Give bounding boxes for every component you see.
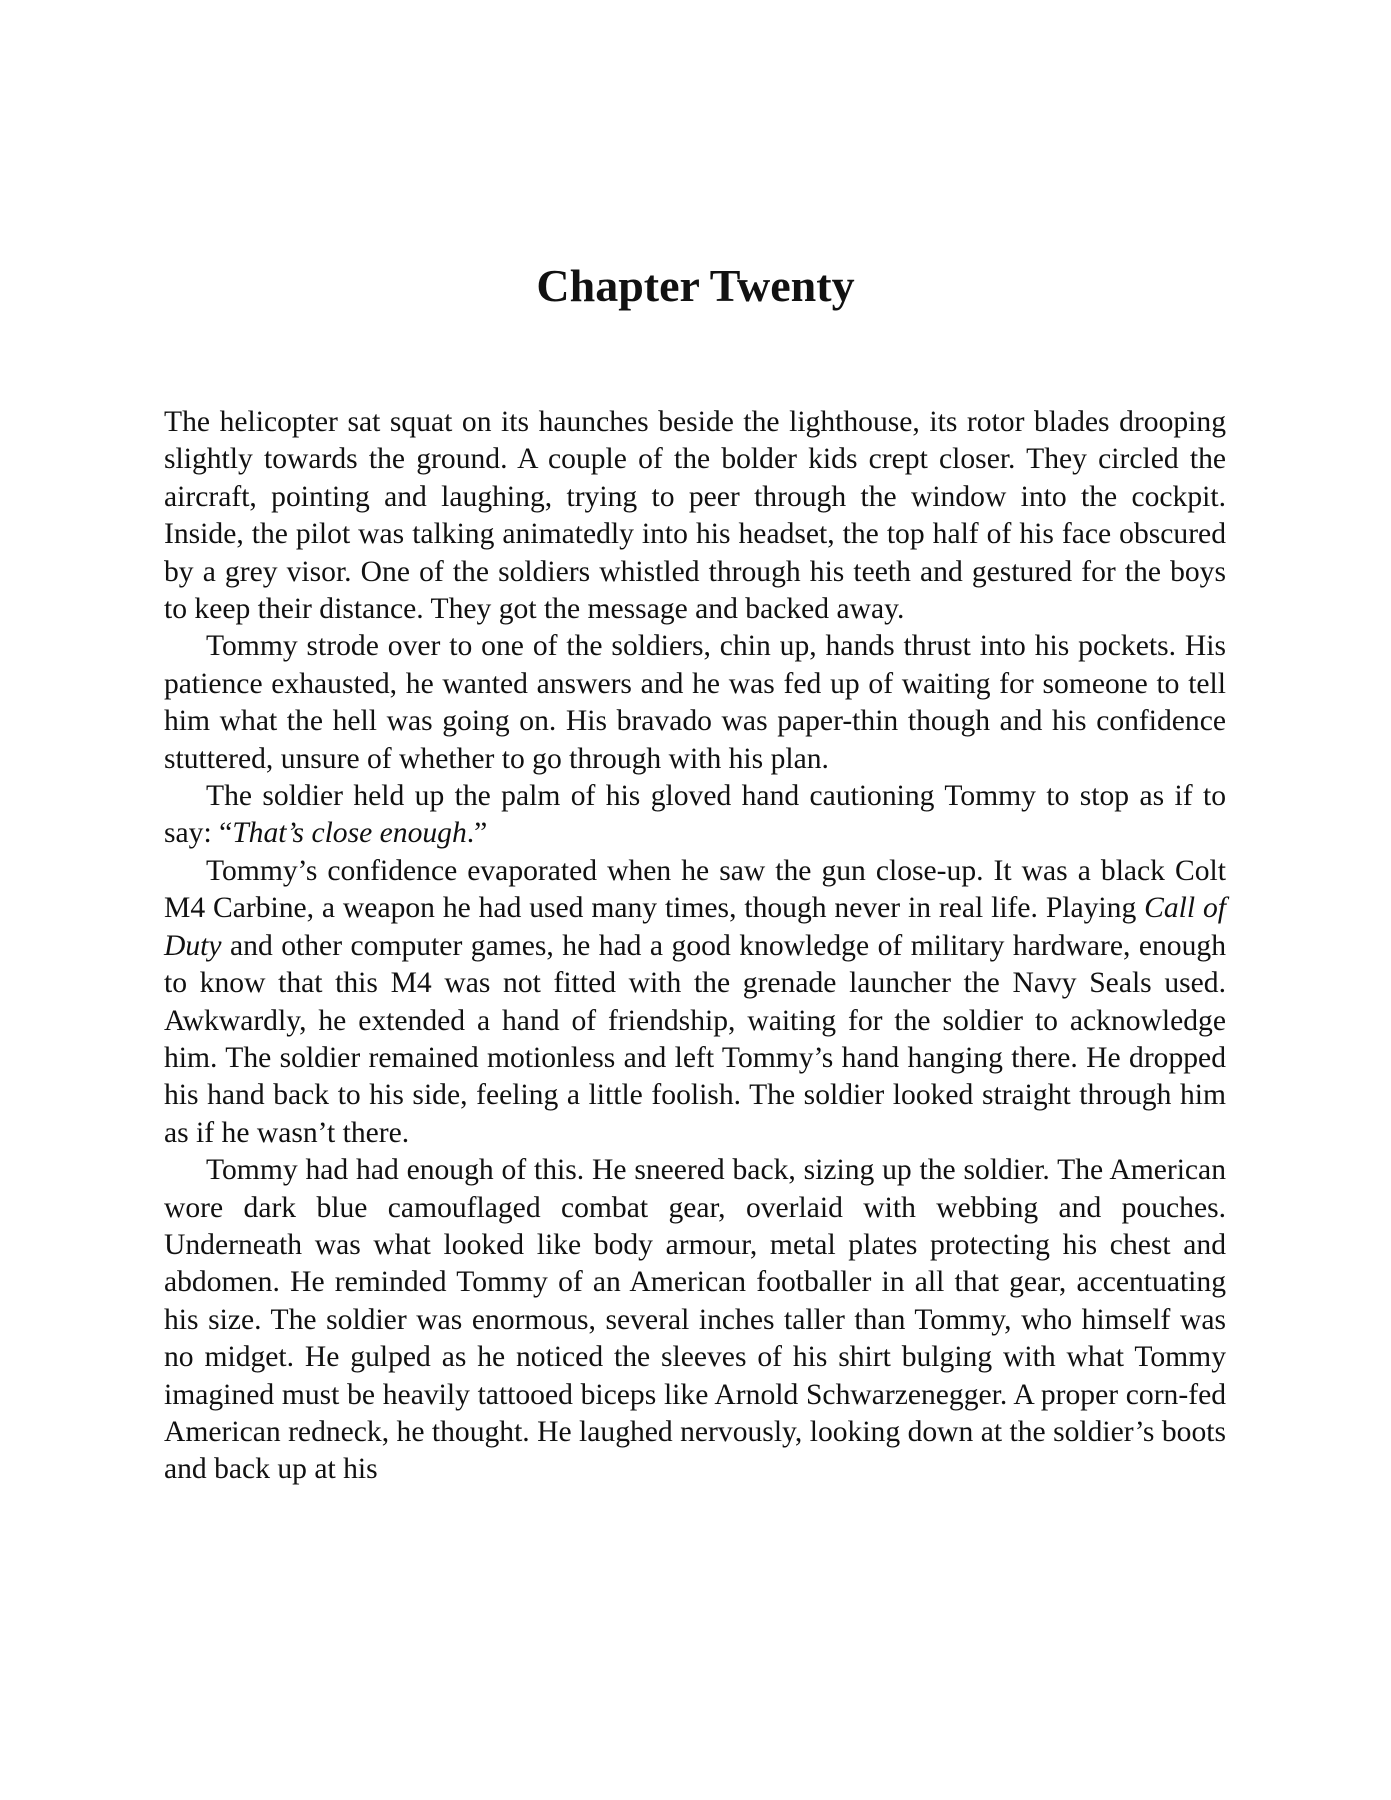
paragraph-4 [164, 853, 1226, 1152]
paragraph-4-text-before: Tommy’s confidence evaporated when he saw the gun close-up. It was a black Colt M4 Carbine, a weapon he had used many times, though never in real life. Playing [164, 854, 1226, 925]
paragraph-3-text-after: .” [466, 817, 488, 850]
paragraph-3 [164, 778, 1226, 853]
paragraph-3-text-before: The soldier held up the palm of his gloved hand cautioning Tommy to stop as if to say: “ [164, 780, 1226, 850]
paragraph-2: Tommy strode over to one of the soldiers, chin up, hands thrust into his pockets. His patience exhausted, he wanted answers and he was fed up of waiting for someone to tell him what the hell was going on. His bravado was paper-thin though and his confidence stuttered, unsure of whether to go through with his plan. [164, 630, 1226, 775]
paragraph-3-italic-quote: That’s close enough [232, 817, 467, 850]
paragraph-4-text-after: and other computer games, he had a good knowledge of military hardware, enough to know that this M4 was not fitted with the grenade launcher the Navy Seals used. Awkwardly, he extended a hand of friendship, waiting for the soldier to acknowledge him. The soldier remained motionless and left Tommy’s hand hanging there. He dropped his hand back to his side, feeling a little foolish. The soldier looked straight through him as if he wasn’t there. [164, 929, 1226, 1149]
chapter-body [164, 404, 1226, 1489]
paragraph-1: The helicopter sat squat on its haunches beside the lighthouse, its rotor blades drooping slightly towards the ground. A couple of the bolder kids crept closer. They circled the aircraft, pointing and laughing, trying to peer through the window into the cockpit. Inside, the pilot was talking animatedly into his headset, the top half of his face obscured by a grey visor. One of the soldiers whistled through his teeth and gestured for the boys to keep their distance. They got the message and backed away. [164, 406, 1226, 626]
paragraph-4-italic-game-title: Call of Duty [164, 892, 1226, 962]
chapter-title: Chapter Twenty [536, 260, 855, 311]
paragraph-5: Tommy had had enough of this. He sneered back, sizing up the soldier. The American wore dark blue camouflaged combat gear, overlaid with webbing and pouches. Underneath was what looked like body armour, metal plates protecting his chest and abdomen. He reminded Tommy of an American footballer in all that gear, accentuating his size. The soldier was enormous, several inches taller than Tommy, who himself was no midget. He gulped as he noticed the sleeves of his shirt bulging with what Tommy imagined must be heavily tattooed biceps like Arnold Schwarzenegger. A proper corn-fed American redneck, he thought. He laughed nervously, looking down at the soldier’s boots and back up at his [164, 1154, 1226, 1486]
